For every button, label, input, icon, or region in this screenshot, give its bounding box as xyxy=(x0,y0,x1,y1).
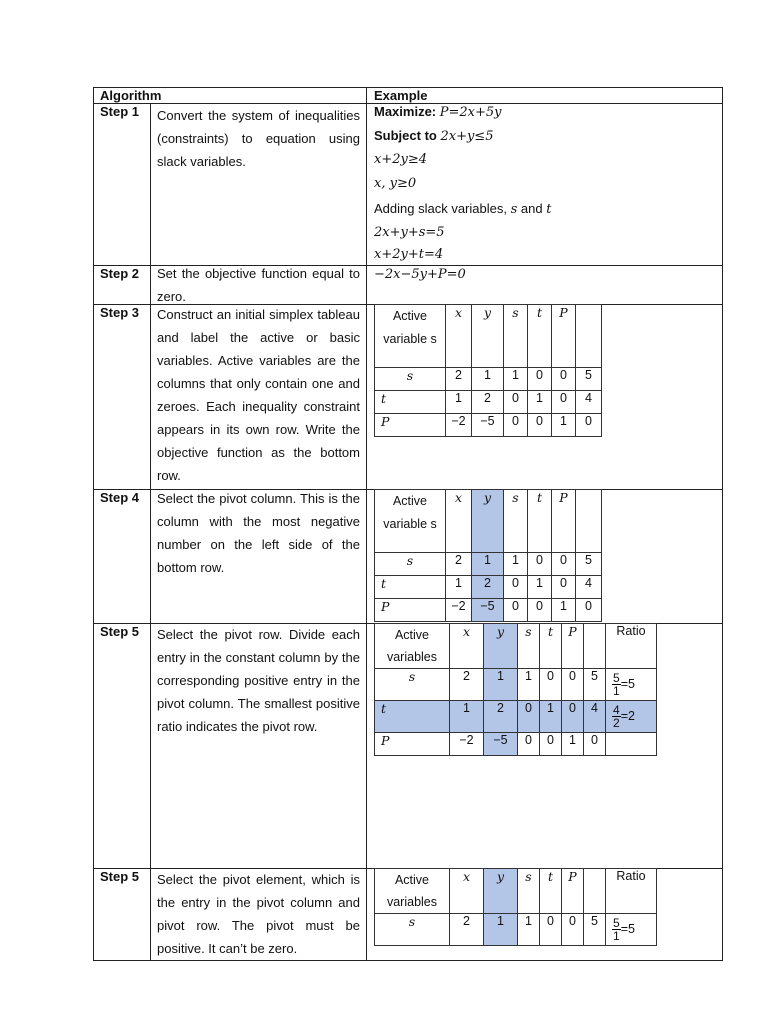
cell: 0 xyxy=(562,914,584,946)
step5a-description: Select the pivot row. Divide each entry in the constant column by the corresponding positive entry in the pivot column. The smallest positive ratio indicates the pivot row. xyxy=(157,627,360,734)
cell: 0 xyxy=(552,576,576,599)
step2-description: Set the objective function equal to zero. xyxy=(157,266,360,304)
col-x: x xyxy=(446,305,472,368)
ratio-fraction: $\frac{4}{2}$ xyxy=(613,703,620,730)
cell: 0 xyxy=(504,391,528,414)
cell: 0 xyxy=(504,599,528,622)
step4-label: Step 4 xyxy=(100,490,140,505)
col-constant xyxy=(584,869,606,914)
objective-expression: P=2x+5y xyxy=(439,105,502,120)
cell: 0 xyxy=(552,391,576,414)
equation-2: x+2y+t=4 xyxy=(374,247,444,262)
cell: 0 xyxy=(552,368,576,391)
col-P: P xyxy=(552,490,576,553)
col-t: t xyxy=(540,869,562,914)
active-variables-header: Active variables xyxy=(375,624,450,669)
cell: 4 xyxy=(576,576,602,599)
step1-label: Step 1 xyxy=(100,104,140,119)
col-t: t xyxy=(540,624,562,669)
cell: 5 xyxy=(576,368,602,391)
col-s: s xyxy=(504,490,528,553)
active-variables-header: Active variable s xyxy=(375,305,446,368)
cell: −2 xyxy=(446,414,472,437)
constraint-1: 2x+y≤5 xyxy=(440,129,494,144)
table-row xyxy=(375,553,602,576)
ratio-fraction: $\frac{5}{1}$ xyxy=(613,916,620,943)
col-P: P xyxy=(562,624,584,669)
table-row xyxy=(375,368,602,391)
cell: 0 xyxy=(528,553,552,576)
constraint-3: x, y≥0 xyxy=(374,176,417,191)
cell: 1 xyxy=(504,553,528,576)
ratio-result: =5 xyxy=(620,921,635,936)
col-y-pivot: y xyxy=(484,869,518,914)
cell: 5 xyxy=(584,669,606,701)
slack-variables-text xyxy=(374,197,551,222)
table-row xyxy=(375,669,657,701)
cell: 0 xyxy=(540,914,562,946)
col-constant xyxy=(576,490,602,553)
grid-right xyxy=(722,87,723,961)
cell: 2 xyxy=(450,914,484,946)
cell: 5 xyxy=(584,914,606,946)
ratio-result: =2 xyxy=(620,708,635,723)
tableau-header-row xyxy=(375,490,602,553)
ratio-cell xyxy=(606,669,657,701)
step1-description: Convert the system of inequalities (constraints) to equation using slack variables. xyxy=(157,108,360,169)
active-variables-header: Active variables xyxy=(375,869,450,914)
cell: 2 xyxy=(450,669,484,701)
row-var: s xyxy=(375,368,446,391)
step5b-label: Step 5 xyxy=(100,869,140,884)
cell: 4 xyxy=(576,391,602,414)
slack-and: and xyxy=(517,201,547,216)
ratio-header: Ratio xyxy=(606,624,657,669)
cell: 2 xyxy=(446,553,472,576)
cell: 1 xyxy=(446,576,472,599)
col-P: P xyxy=(552,305,576,368)
tableau-step5a xyxy=(374,623,657,756)
grid-bottom xyxy=(93,960,723,961)
subject-to-label: Subject to xyxy=(374,128,437,143)
pivot-col-cell: 2 xyxy=(472,576,504,599)
cell: 0 xyxy=(576,599,602,622)
cell: 1 xyxy=(540,701,562,733)
row-var: P xyxy=(375,599,446,622)
cell: 5 xyxy=(576,553,602,576)
table-row-pivot xyxy=(375,701,657,733)
col-y: y xyxy=(472,305,504,368)
col-s: s xyxy=(504,305,528,368)
tableau-step3 xyxy=(374,304,602,437)
cell: 0 xyxy=(504,414,528,437)
col-t: t xyxy=(528,305,552,368)
cell: 4 xyxy=(584,701,606,733)
cell: −2 xyxy=(446,599,472,622)
equation-1: 2x+y+s=5 xyxy=(374,225,445,240)
slack-s: s xyxy=(510,202,518,217)
ratio-cell-empty xyxy=(606,733,657,756)
pivot-col-cell: −5 xyxy=(484,733,518,756)
ratio-fraction: $\frac{5}{1}$ xyxy=(613,671,620,698)
row-var: t xyxy=(375,701,450,733)
pivot-col-cell: 1 xyxy=(484,914,518,946)
cell: 0 xyxy=(562,669,584,701)
table-row xyxy=(375,733,657,756)
grid-mid1 xyxy=(150,103,151,961)
ratio-result: =5 xyxy=(620,676,635,691)
tableau-step5b xyxy=(374,868,657,946)
step2-expression: −2x−5y+P=0 xyxy=(374,267,466,282)
slack-text: Adding slack variables, xyxy=(374,201,507,216)
cell: 1 xyxy=(518,914,540,946)
cell: 1 xyxy=(504,368,528,391)
col-P: P xyxy=(562,869,584,914)
cell: 0 xyxy=(540,733,562,756)
step5b-description: Select the pivot element, which is the entry in the pivot column and pivot row. The pivot must be positive. It can’t be zero. xyxy=(157,872,360,956)
active-variables-header: Active variable s xyxy=(375,490,446,553)
pivot-col-cell: −5 xyxy=(472,599,504,622)
cell: 1 xyxy=(552,599,576,622)
cell: 0 xyxy=(528,414,552,437)
step1-maximize xyxy=(374,100,502,125)
col-x: x xyxy=(450,869,484,914)
col-constant xyxy=(576,305,602,368)
col-t: t xyxy=(528,490,552,553)
cell: 2 xyxy=(446,368,472,391)
maximize-label: Maximize: xyxy=(374,104,437,119)
ratio-header: Ratio xyxy=(606,869,657,914)
step3-label: Step 3 xyxy=(100,305,140,320)
pivot-element: 2 xyxy=(484,701,518,733)
cell: 0 xyxy=(562,701,584,733)
cell: 1 xyxy=(518,669,540,701)
header-example: Example xyxy=(374,88,428,103)
cell: 1 xyxy=(552,414,576,437)
cell: 1 xyxy=(472,368,504,391)
table-row xyxy=(375,599,602,622)
row-var: t xyxy=(375,576,446,599)
cell: 1 xyxy=(528,391,552,414)
cell: 0 xyxy=(504,576,528,599)
table-row xyxy=(375,391,602,414)
col-s: s xyxy=(518,869,540,914)
cell: 0 xyxy=(584,733,606,756)
cell: −5 xyxy=(472,414,504,437)
col-y-pivot: y xyxy=(484,624,518,669)
cell: 1 xyxy=(528,576,552,599)
cell: 2 xyxy=(472,391,504,414)
row-var: s xyxy=(375,553,446,576)
col-y-pivot: y xyxy=(472,490,504,553)
grid-mid2 xyxy=(366,87,367,961)
header-algorithm: Algorithm xyxy=(100,88,162,103)
grid-left xyxy=(93,87,94,961)
step5a-label: Step 5 xyxy=(100,624,140,639)
tableau-header-row xyxy=(375,305,602,368)
slack-t: t xyxy=(546,202,552,217)
step2-label: Step 2 xyxy=(100,266,140,281)
ratio-cell xyxy=(606,914,657,946)
tableau-header-row xyxy=(375,624,657,669)
cell: 1 xyxy=(562,733,584,756)
step1-subject xyxy=(374,124,493,149)
cell: 1 xyxy=(450,701,484,733)
table-row xyxy=(375,914,657,946)
step4-description: Select the pivot column. This is the column with the most negative number on the left side of the bottom row. xyxy=(157,491,360,575)
ratio-cell xyxy=(606,701,657,733)
col-s: s xyxy=(518,624,540,669)
constraint-2: x+2y≥4 xyxy=(374,152,428,167)
cell: 0 xyxy=(576,414,602,437)
tableau-step4 xyxy=(374,489,602,622)
step3-description: Construct an initial simplex tableau and label the active or basic variables. Active variables are the columns that only contain one and zeroes. Each inequality constraint appears in its own row. Write the objective function as the bottom row. xyxy=(157,307,360,483)
cell: −2 xyxy=(450,733,484,756)
cell: 0 xyxy=(518,701,540,733)
row-var: t xyxy=(375,391,446,414)
table-row xyxy=(375,414,602,437)
col-x: x xyxy=(450,624,484,669)
row-var: P xyxy=(375,733,450,756)
row-var: s xyxy=(375,914,450,946)
cell: 0 xyxy=(528,368,552,391)
col-constant xyxy=(584,624,606,669)
col-x: x xyxy=(446,490,472,553)
row-var: s xyxy=(375,669,450,701)
row-var: P xyxy=(375,414,446,437)
table-row xyxy=(375,576,602,599)
pivot-col-cell: 1 xyxy=(472,553,504,576)
tableau-header-row xyxy=(375,869,657,914)
cell: 0 xyxy=(540,669,562,701)
cell: 0 xyxy=(518,733,540,756)
cell: 0 xyxy=(552,553,576,576)
pivot-col-cell: 1 xyxy=(484,669,518,701)
cell: 1 xyxy=(446,391,472,414)
cell: 0 xyxy=(528,599,552,622)
